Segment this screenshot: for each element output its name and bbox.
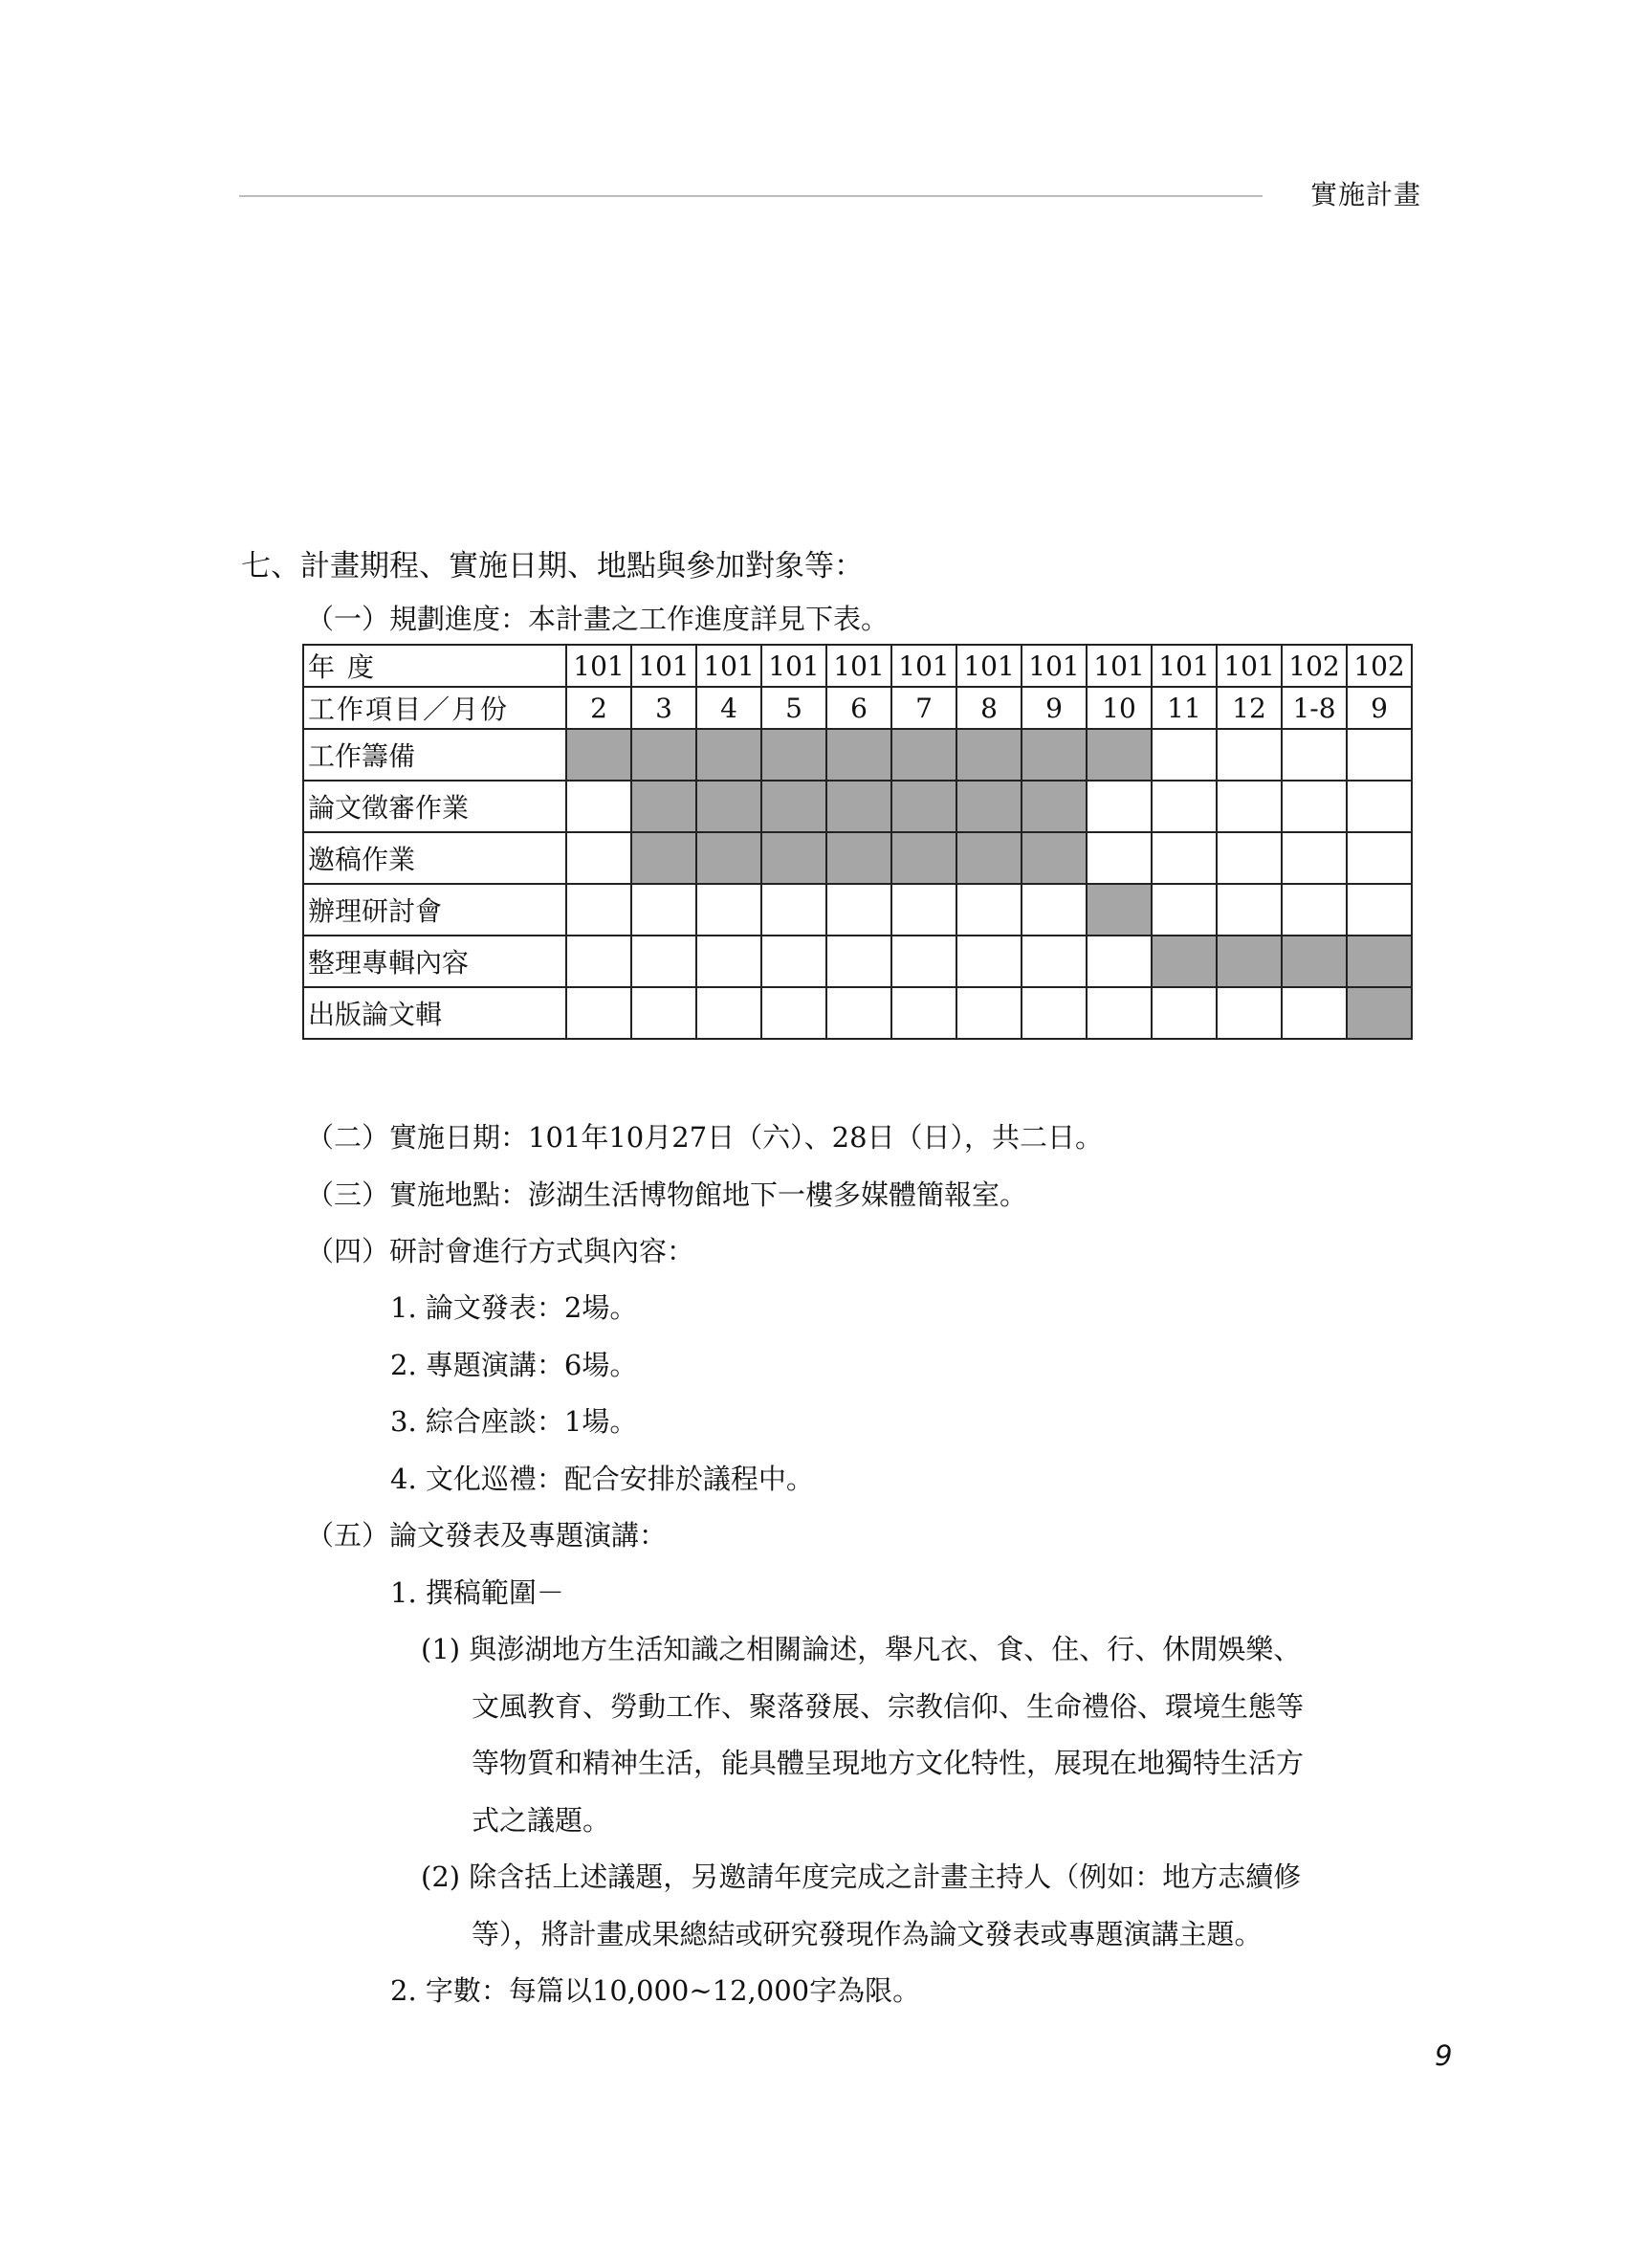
schedule-cell-empty	[631, 987, 696, 1039]
year-cell: 102	[1282, 645, 1347, 687]
year-cell: 101	[566, 645, 631, 687]
schedule-table	[302, 644, 1413, 1040]
scope-item-1-line: 式之議題。	[472, 1804, 611, 1837]
schedule-cell-active	[1347, 987, 1412, 1039]
task-name: 邀稿作業	[303, 832, 566, 884]
schedule-cell-empty	[1087, 781, 1152, 832]
schedule-cell-empty	[761, 884, 826, 936]
schedule-cell-active	[826, 781, 891, 832]
schedule-cell-empty	[1217, 884, 1282, 936]
task-name: 出版論文輯	[303, 987, 566, 1039]
schedule-cell-active	[696, 832, 761, 884]
schedule-cell-empty	[1022, 936, 1087, 987]
schedule-cell-empty	[1282, 884, 1347, 936]
month-cell: 5	[761, 687, 826, 729]
schedule-cell-active	[891, 729, 956, 781]
schedule-cell-empty	[566, 987, 631, 1039]
schedule-cell-active	[696, 781, 761, 832]
schedule-cell-empty	[891, 987, 956, 1039]
schedule-cell-empty	[1152, 832, 1217, 884]
schedule-cell-empty	[1282, 729, 1347, 781]
schedule-cell-empty	[1282, 832, 1347, 884]
format-heading: （四）研討會進行方式與內容：	[306, 1235, 695, 1267]
task-row	[303, 729, 1412, 781]
scope-item-1-line: (1) 與澎湖地方生活知識之相關論述，舉凡衣、食、住、行、休閒娛樂、	[421, 1633, 1302, 1665]
month-cell: 8	[956, 687, 1022, 729]
implementation-date: （二）實施日期：101年10月27日（六）、28日（日），共二日。	[306, 1121, 1104, 1154]
schedule-cell-active	[1087, 729, 1152, 781]
schedule-cell-empty	[956, 987, 1022, 1039]
month-cell: 3	[631, 687, 696, 729]
schedule-cell-empty	[1347, 884, 1412, 936]
schedule-cell-empty	[1087, 936, 1152, 987]
schedule-cell-active	[956, 729, 1022, 781]
task-row	[303, 781, 1412, 832]
schedule-cell-active	[631, 729, 696, 781]
task-row	[303, 832, 1412, 884]
schedule-cell-active	[761, 729, 826, 781]
scope-item-1-line: 文風教育、勞動工作、聚落發展、宗教信仰、生命禮俗、環境生態等	[472, 1690, 1305, 1723]
format-item-4: 4. 文化巡禮：配合安排於議程中。	[390, 1463, 814, 1495]
year-cell: 101	[696, 645, 761, 687]
scope-item-2-line: (2) 除含括上述議題，另邀請年度完成之計畫主持人（例如：地方志續修	[421, 1861, 1302, 1893]
schedule-cell-active	[761, 832, 826, 884]
schedule-cell-active	[891, 781, 956, 832]
month-cell: 7	[891, 687, 956, 729]
schedule-cell-active	[956, 832, 1022, 884]
schedule-cell-empty	[1347, 729, 1412, 781]
schedule-cell-empty	[1282, 987, 1347, 1039]
format-item-1: 1. 論文發表：2場。	[390, 1291, 638, 1324]
schedule-cell-empty	[1152, 884, 1217, 936]
schedule-cell-empty	[1022, 884, 1087, 936]
month-cell: 10	[1087, 687, 1152, 729]
task-name: 論文徵審作業	[303, 781, 566, 832]
month-cell: 9	[1347, 687, 1412, 729]
implementation-venue: （三）實施地點：澎湖生活博物館地下一樓多媒體簡報室。	[306, 1178, 1028, 1211]
month-cell: 11	[1152, 687, 1217, 729]
schedule-cell-empty	[1217, 987, 1282, 1039]
schedule-cell-empty	[566, 936, 631, 987]
schedule-cell-empty	[631, 884, 696, 936]
schedule-cell-active	[1152, 936, 1217, 987]
schedule-cell-empty	[1152, 987, 1217, 1039]
schedule-cell-empty	[1152, 781, 1217, 832]
month-row	[303, 687, 1412, 729]
schedule-cell-active	[1087, 884, 1152, 936]
year-cell: 101	[1152, 645, 1217, 687]
month-cell: 12	[1217, 687, 1282, 729]
schedule-cell-empty	[761, 987, 826, 1039]
page-number: 9	[1435, 2039, 1453, 2072]
task-row	[303, 936, 1412, 987]
format-item-2: 2. 專題演講：6場。	[390, 1349, 638, 1381]
schedule-cell-empty	[1087, 987, 1152, 1039]
schedule-cell-empty	[826, 987, 891, 1039]
section-title: 七、計畫期程、實施日期、地點與參加對象等：	[241, 549, 864, 584]
task-name: 整理專輯內容	[303, 936, 566, 987]
year-cell: 101	[1022, 645, 1087, 687]
task-row	[303, 884, 1412, 936]
month-cell: 4	[696, 687, 761, 729]
schedule-cell-empty	[1087, 832, 1152, 884]
year-cell: 101	[761, 645, 826, 687]
running-header-title: 實施計畫	[1310, 179, 1422, 210]
year-cell: 101	[1087, 645, 1152, 687]
header-rule	[239, 195, 1263, 197]
schedule-cell-active	[631, 832, 696, 884]
schedule-cell-empty	[1282, 781, 1347, 832]
word-count: 2. 字數：每篇以10,000~12,000字為限。	[390, 1974, 921, 2007]
schedule-intro: （一）規劃進度：本計畫之工作進度詳見下表。	[306, 603, 890, 635]
schedule-cell-active	[696, 729, 761, 781]
schedule-cell-empty	[631, 936, 696, 987]
schedule-cell-active	[1347, 936, 1412, 987]
year-row	[303, 645, 1412, 687]
schedule-cell-empty	[826, 884, 891, 936]
schedule-cell-active	[826, 729, 891, 781]
schedule-cell-active	[1022, 729, 1087, 781]
schedule-cell-empty	[696, 987, 761, 1039]
schedule-cell-empty	[1347, 832, 1412, 884]
schedule-cell-empty	[826, 936, 891, 987]
schedule-cell-active	[826, 832, 891, 884]
schedule-cell-empty	[1217, 781, 1282, 832]
schedule-cell-empty	[566, 832, 631, 884]
schedule-cell-active	[631, 781, 696, 832]
schedule-cell-empty	[956, 884, 1022, 936]
schedule-cell-active	[1022, 781, 1087, 832]
schedule-cell-active	[1282, 936, 1347, 987]
schedule-cell-empty	[1217, 729, 1282, 781]
schedule-cell-empty	[1217, 832, 1282, 884]
month-cell: 2	[566, 687, 631, 729]
year-cell: 101	[956, 645, 1022, 687]
schedule-cell-empty	[1152, 729, 1217, 781]
year-cell: 101	[891, 645, 956, 687]
year-cell: 101	[826, 645, 891, 687]
schedule-cell-active	[566, 729, 631, 781]
schedule-cell-empty	[1347, 781, 1412, 832]
schedule-cell-active	[1022, 832, 1087, 884]
schedule-cell-empty	[696, 884, 761, 936]
schedule-cell-empty	[566, 884, 631, 936]
schedule-cell-active	[891, 832, 956, 884]
schedule-cell-empty	[891, 936, 956, 987]
scope-heading: 1. 撰稿範圍－	[390, 1576, 564, 1609]
year-cell: 101	[631, 645, 696, 687]
month-cell: 1-8	[1282, 687, 1347, 729]
schedule-cell-empty	[566, 781, 631, 832]
task-name: 工作籌備	[303, 729, 566, 781]
year-cell: 102	[1347, 645, 1412, 687]
schedule-cell-empty	[956, 936, 1022, 987]
format-item-3: 3. 綜合座談：1場。	[390, 1405, 638, 1438]
year-label: 年 度	[303, 645, 566, 687]
papers-heading: （五）論文發表及專題演講：	[306, 1519, 668, 1552]
schedule-cell-active	[1217, 936, 1282, 987]
scope-item-1-line: 等物質和精神生活，能具體呈現地方文化特性，展現在地獨特生活方	[472, 1747, 1305, 1779]
year-cell: 101	[1217, 645, 1282, 687]
month-cell: 9	[1022, 687, 1087, 729]
schedule-cell-empty	[696, 936, 761, 987]
task-row	[303, 987, 1412, 1039]
schedule-cell-empty	[891, 884, 956, 936]
month-cell: 6	[826, 687, 891, 729]
schedule-cell-empty	[761, 936, 826, 987]
month-label: 工作項目／月份	[303, 687, 566, 729]
schedule-cell-empty	[1022, 987, 1087, 1039]
scope-item-2-line: 等），將計畫成果總結或研究發現作為論文發表或專題演講主題。	[472, 1918, 1263, 1950]
schedule-cell-active	[761, 781, 826, 832]
schedule-cell-active	[956, 781, 1022, 832]
task-name: 辦理研討會	[303, 884, 566, 936]
